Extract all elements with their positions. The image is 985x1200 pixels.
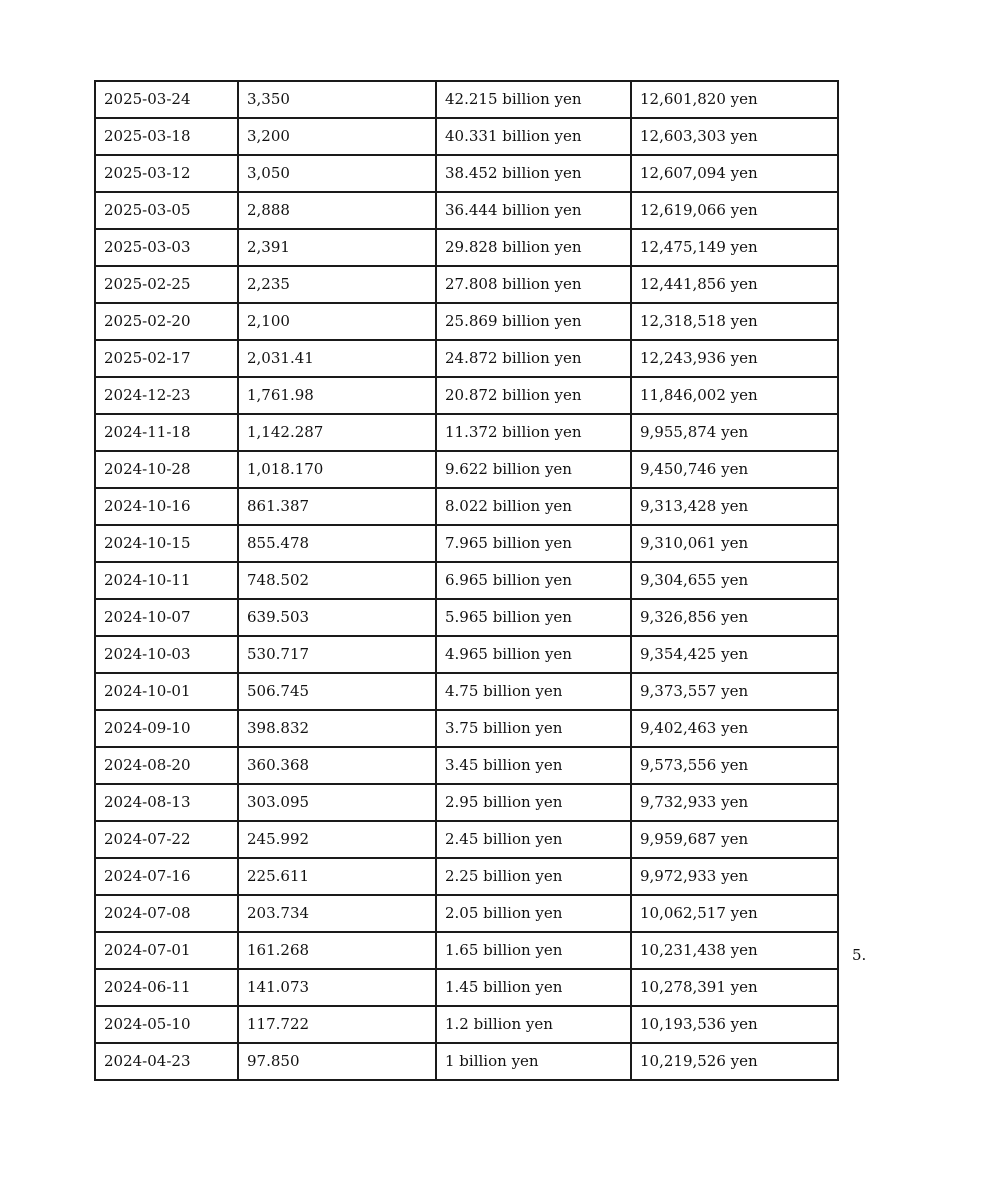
amount-cell: 25.869 billion yen	[436, 303, 631, 340]
table-row	[95, 895, 838, 932]
amount-cell: 3.75 billion yen	[436, 710, 631, 747]
table-row	[95, 414, 838, 451]
value-cell: 861.387	[238, 488, 436, 525]
table-row	[95, 747, 838, 784]
date-cell: 2024-10-28	[95, 451, 238, 488]
table-row	[95, 1043, 838, 1080]
unit-price-cell: 9,450,746 yen	[631, 451, 838, 488]
value-cell: 2,235	[238, 266, 436, 303]
date-cell: 2024-10-11	[95, 562, 238, 599]
amount-cell: 36.444 billion yen	[436, 192, 631, 229]
unit-price-cell: 12,441,856 yen	[631, 266, 838, 303]
unit-price-cell: 9,402,463 yen	[631, 710, 838, 747]
table-row	[95, 192, 838, 229]
unit-price-cell: 10,231,438 yen	[631, 932, 838, 969]
value-cell: 855.478	[238, 525, 436, 562]
amount-cell: 1.2 billion yen	[436, 1006, 631, 1043]
amount-cell: 40.331 billion yen	[436, 118, 631, 155]
unit-price-cell: 12,619,066 yen	[631, 192, 838, 229]
page-number: 5.	[852, 946, 867, 964]
unit-price-cell: 9,310,061 yen	[631, 525, 838, 562]
value-cell: 748.502	[238, 562, 436, 599]
amount-cell: 4.75 billion yen	[436, 673, 631, 710]
data-table	[94, 80, 839, 1081]
date-cell: 2025-03-18	[95, 118, 238, 155]
amount-cell: 1.45 billion yen	[436, 969, 631, 1006]
value-cell: 117.722	[238, 1006, 436, 1043]
table-row	[95, 710, 838, 747]
table-row	[95, 266, 838, 303]
date-cell: 2024-07-22	[95, 821, 238, 858]
amount-cell: 29.828 billion yen	[436, 229, 631, 266]
amount-cell: 7.965 billion yen	[436, 525, 631, 562]
date-cell: 2024-10-15	[95, 525, 238, 562]
value-cell: 141.073	[238, 969, 436, 1006]
amount-cell: 2.25 billion yen	[436, 858, 631, 895]
amount-cell: 8.022 billion yen	[436, 488, 631, 525]
unit-price-cell: 12,475,149 yen	[631, 229, 838, 266]
date-cell: 2025-03-12	[95, 155, 238, 192]
unit-price-cell: 10,219,526 yen	[631, 1043, 838, 1080]
value-cell: 3,350	[238, 81, 436, 118]
value-cell: 245.992	[238, 821, 436, 858]
table-row	[95, 673, 838, 710]
table-row	[95, 81, 838, 118]
unit-price-cell: 9,313,428 yen	[631, 488, 838, 525]
table-row	[95, 784, 838, 821]
unit-price-cell: 9,959,687 yen	[631, 821, 838, 858]
date-cell: 2024-07-16	[95, 858, 238, 895]
date-cell: 2024-07-01	[95, 932, 238, 969]
date-cell: 2024-11-18	[95, 414, 238, 451]
date-cell: 2025-02-25	[95, 266, 238, 303]
date-cell: 2025-02-17	[95, 340, 238, 377]
unit-price-cell: 9,326,856 yen	[631, 599, 838, 636]
date-cell: 2024-10-07	[95, 599, 238, 636]
table-row	[95, 451, 838, 488]
table-row	[95, 1006, 838, 1043]
table-row	[95, 118, 838, 155]
unit-price-cell: 9,354,425 yen	[631, 636, 838, 673]
value-cell: 225.611	[238, 858, 436, 895]
amount-cell: 2.05 billion yen	[436, 895, 631, 932]
amount-cell: 2.95 billion yen	[436, 784, 631, 821]
table-row	[95, 155, 838, 192]
date-cell: 2024-10-01	[95, 673, 238, 710]
unit-price-cell: 12,601,820 yen	[631, 81, 838, 118]
date-cell: 2024-04-23	[95, 1043, 238, 1080]
table-row	[95, 303, 838, 340]
date-cell: 2024-12-23	[95, 377, 238, 414]
amount-cell: 9.622 billion yen	[436, 451, 631, 488]
table-row	[95, 932, 838, 969]
unit-price-cell: 11,846,002 yen	[631, 377, 838, 414]
table-row	[95, 525, 838, 562]
amount-cell: 2.45 billion yen	[436, 821, 631, 858]
amount-cell: 42.215 billion yen	[436, 81, 631, 118]
value-cell: 303.095	[238, 784, 436, 821]
table-row	[95, 562, 838, 599]
table-row	[95, 229, 838, 266]
amount-cell: 24.872 billion yen	[436, 340, 631, 377]
unit-price-cell: 9,732,933 yen	[631, 784, 838, 821]
value-cell: 97.850	[238, 1043, 436, 1080]
table-row	[95, 636, 838, 673]
value-cell: 2,888	[238, 192, 436, 229]
value-cell: 530.717	[238, 636, 436, 673]
amount-cell: 4.965 billion yen	[436, 636, 631, 673]
amount-cell: 5.965 billion yen	[436, 599, 631, 636]
amount-cell: 38.452 billion yen	[436, 155, 631, 192]
value-cell: 1,142.287	[238, 414, 436, 451]
table-row	[95, 340, 838, 377]
date-cell: 2024-08-13	[95, 784, 238, 821]
table-body	[95, 81, 838, 1080]
date-cell: 2024-09-10	[95, 710, 238, 747]
value-cell: 161.268	[238, 932, 436, 969]
value-cell: 398.832	[238, 710, 436, 747]
amount-cell: 27.808 billion yen	[436, 266, 631, 303]
value-cell: 1,018.170	[238, 451, 436, 488]
unit-price-cell: 12,607,094 yen	[631, 155, 838, 192]
date-cell: 2024-05-10	[95, 1006, 238, 1043]
table-row	[95, 599, 838, 636]
amount-cell: 20.872 billion yen	[436, 377, 631, 414]
value-cell: 2,100	[238, 303, 436, 340]
date-cell: 2024-10-03	[95, 636, 238, 673]
unit-price-cell: 9,955,874 yen	[631, 414, 838, 451]
value-cell: 2,391	[238, 229, 436, 266]
amount-cell: 11.372 billion yen	[436, 414, 631, 451]
date-cell: 2024-08-20	[95, 747, 238, 784]
unit-price-cell: 12,243,936 yen	[631, 340, 838, 377]
date-cell: 2024-06-11	[95, 969, 238, 1006]
unit-price-cell: 12,318,518 yen	[631, 303, 838, 340]
value-cell: 3,050	[238, 155, 436, 192]
amount-cell: 1 billion yen	[436, 1043, 631, 1080]
unit-price-cell: 10,193,536 yen	[631, 1006, 838, 1043]
table-row	[95, 488, 838, 525]
unit-price-cell: 12,603,303 yen	[631, 118, 838, 155]
table-row	[95, 377, 838, 414]
amount-cell: 3.45 billion yen	[436, 747, 631, 784]
date-cell: 2024-07-08	[95, 895, 238, 932]
value-cell: 360.368	[238, 747, 436, 784]
date-cell: 2025-03-03	[95, 229, 238, 266]
amount-cell: 1.65 billion yen	[436, 932, 631, 969]
unit-price-cell: 9,573,556 yen	[631, 747, 838, 784]
unit-price-cell: 9,304,655 yen	[631, 562, 838, 599]
value-cell: 203.734	[238, 895, 436, 932]
date-cell: 2025-02-20	[95, 303, 238, 340]
unit-price-cell: 10,278,391 yen	[631, 969, 838, 1006]
unit-price-cell: 9,972,933 yen	[631, 858, 838, 895]
table-row	[95, 969, 838, 1006]
value-cell: 1,761.98	[238, 377, 436, 414]
amount-cell: 6.965 billion yen	[436, 562, 631, 599]
value-cell: 3,200	[238, 118, 436, 155]
value-cell: 506.745	[238, 673, 436, 710]
value-cell: 2,031.41	[238, 340, 436, 377]
table-row	[95, 858, 838, 895]
table-row	[95, 821, 838, 858]
date-cell: 2024-10-16	[95, 488, 238, 525]
date-cell: 2025-03-24	[95, 81, 238, 118]
unit-price-cell: 10,062,517 yen	[631, 895, 838, 932]
value-cell: 639.503	[238, 599, 436, 636]
date-cell: 2025-03-05	[95, 192, 238, 229]
unit-price-cell: 9,373,557 yen	[631, 673, 838, 710]
